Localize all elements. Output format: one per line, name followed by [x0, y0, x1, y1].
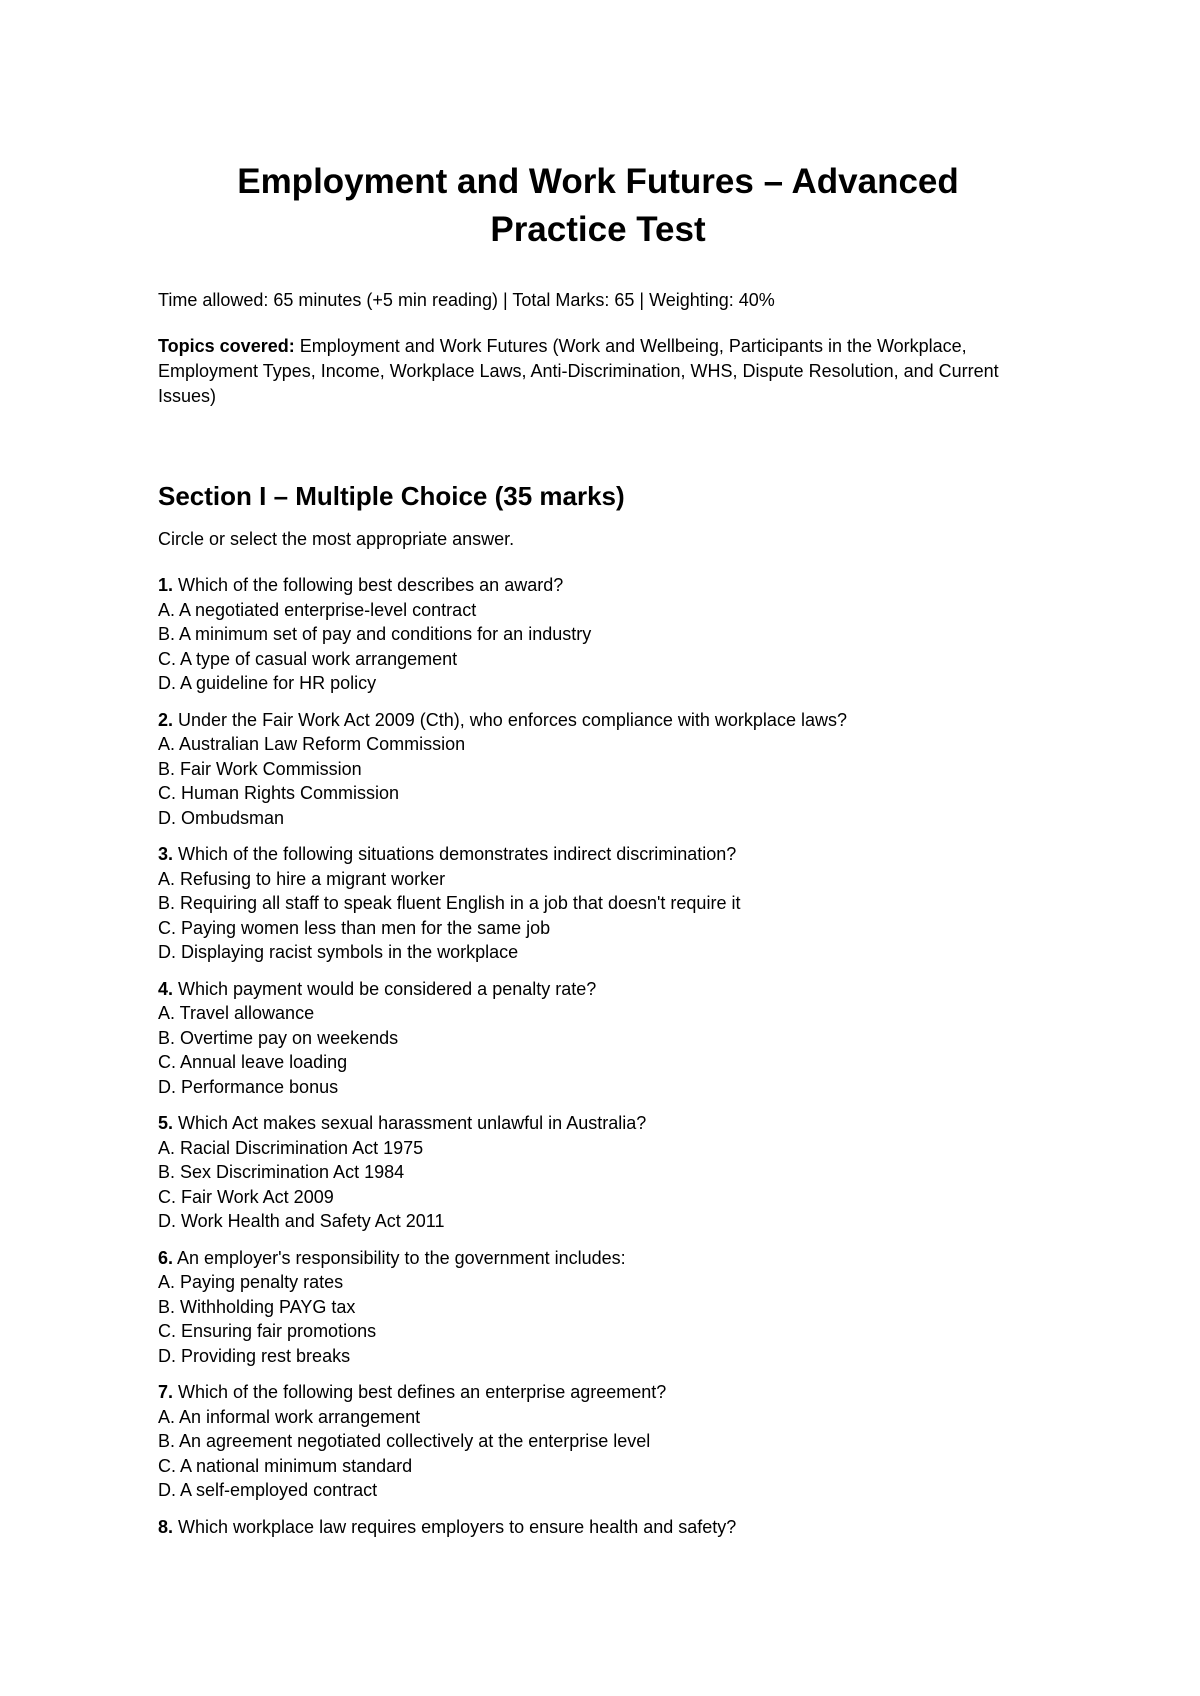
exam-meta: Time allowed: 65 minutes (+5 min reading) | Total Marks: 65 | Weighting: 40% — [158, 290, 775, 310]
topics-text: Employment and Work Futures (Work and Wellbeing, Participants in the Workplace, Employment Types, Income, Workplace Laws, Anti-Discrimination, WHS, Dispute Resolution, and Current Issues) — [158, 336, 999, 406]
question-text: Under the Fair Work Act 2009 (Cth), who enforces compliance with workplace laws? — [173, 709, 847, 730]
question-text: Which workplace law requires employers to ensure health and safety? — [173, 1516, 737, 1537]
question-number: 5. — [158, 1113, 174, 1133]
answer-option[interactable]: C. Annual leave loading — [158, 1052, 348, 1072]
answer-option[interactable]: C. A national minimum standard — [158, 1455, 413, 1476]
answer-option[interactable]: A. Australian Law Reform Commission — [158, 734, 466, 754]
question-prompt — [158, 573, 1038, 598]
question-prompt — [158, 1111, 1038, 1136]
question-number: 3. — [158, 844, 174, 864]
answer-option[interactable]: D. A guideline for HR policy — [158, 673, 377, 693]
answer-option[interactable]: B. Sex Discrimination Act 1984 — [158, 1162, 405, 1182]
question-item — [158, 708, 1038, 831]
section-heading: Section I – Multiple Choice (35 marks) — [158, 481, 625, 511]
answer-option[interactable]: D. Performance bonus — [158, 1076, 339, 1097]
answer-option[interactable]: B. Fair Work Commission — [158, 758, 362, 779]
question-item — [158, 842, 1038, 965]
answer-option[interactable]: A. Racial Discrimination Act 1975 — [158, 1137, 424, 1158]
answer-option[interactable]: C. Fair Work Act 2009 — [158, 1186, 334, 1207]
question-number: 6. — [158, 1247, 174, 1268]
question-list — [158, 573, 1038, 1539]
answer-option[interactable]: C. Paying women less than men for the same job — [158, 917, 551, 938]
question-prompt — [158, 1246, 1038, 1271]
question-item — [158, 1111, 1038, 1234]
answer-option[interactable]: D. Ombudsman — [158, 807, 285, 828]
question-item — [158, 1246, 1038, 1369]
question-prompt — [158, 842, 1038, 867]
topics-label: Topics covered: — [158, 336, 295, 356]
topics-covered — [158, 334, 1038, 409]
question-item — [158, 1380, 1038, 1503]
answer-option[interactable]: D. Providing rest breaks — [158, 1345, 351, 1366]
answer-option[interactable]: B. Requiring all staff to speak fluent English in a job that doesn't require it — [158, 893, 741, 913]
title-line-2: Practice Test — [490, 210, 706, 249]
question-text: Which Act makes sexual harassment unlawful in Australia? — [173, 1113, 647, 1133]
question-text: Which of the following best describes an award? — [173, 575, 564, 595]
answer-option[interactable]: A. Travel allowance — [158, 1003, 315, 1023]
answer-option[interactable]: B. An agreement negotiated collectively at the enterprise level — [158, 1431, 651, 1451]
question-number: 7. — [158, 1382, 174, 1402]
question-prompt — [158, 977, 1038, 1002]
question-item — [158, 573, 1038, 696]
question-item — [158, 1515, 1038, 1540]
answer-option[interactable]: D. A self-employed contract — [158, 1480, 378, 1500]
question-prompt — [158, 1380, 1038, 1405]
answer-option[interactable]: A. Paying penalty rates — [158, 1272, 344, 1292]
answer-option[interactable]: C. A type of casual work arrangement — [158, 648, 458, 669]
question-number: 8. — [158, 1516, 174, 1537]
answer-option[interactable]: D. Displaying racist symbols in the workplace — [158, 942, 519, 962]
question-item — [158, 977, 1038, 1100]
answer-option[interactable]: B. A minimum set of pay and conditions for an industry — [158, 624, 592, 644]
answer-option[interactable]: B. Withholding PAYG tax — [158, 1296, 356, 1317]
question-prompt — [158, 708, 1038, 733]
question-text: Which of the following situations demonstrates indirect discrimination? — [173, 844, 737, 864]
answer-option[interactable]: A. Refusing to hire a migrant worker — [158, 868, 446, 889]
document-title — [158, 158, 1038, 254]
question-text: An employer's responsibility to the government includes: — [173, 1247, 626, 1268]
title-line-1: Employment and Work Futures – Advanced — [237, 162, 959, 201]
answer-option[interactable]: C. Human Rights Commission — [158, 783, 400, 803]
answer-option[interactable]: A. An informal work arrangement — [158, 1406, 421, 1427]
question-prompt — [158, 1515, 1038, 1540]
question-number: 4. — [158, 978, 174, 999]
answer-option[interactable]: B. Overtime pay on weekends — [158, 1027, 399, 1048]
answer-option[interactable]: C. Ensuring fair promotions — [158, 1321, 377, 1341]
section-instructions: Circle or select the most appropriate answer. — [158, 529, 515, 549]
question-text: Which of the following best defines an enterprise agreement? — [173, 1382, 667, 1402]
question-number: 1. — [158, 575, 174, 595]
answer-option[interactable]: A. A negotiated enterprise-level contract — [158, 599, 477, 620]
document-page — [158, 158, 1038, 1551]
question-number: 2. — [158, 709, 174, 730]
answer-option[interactable]: D. Work Health and Safety Act 2011 — [158, 1211, 445, 1231]
question-text: Which payment would be considered a penalty rate? — [173, 978, 597, 999]
